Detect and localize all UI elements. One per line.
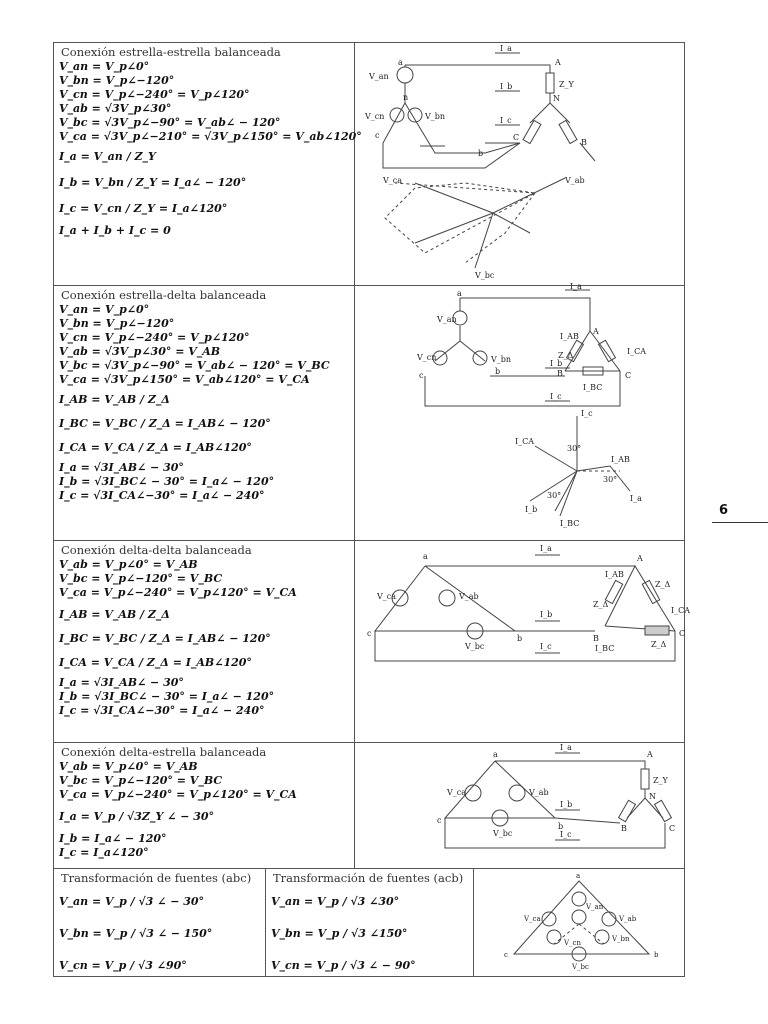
current-label-ia: I_a — [500, 44, 512, 53]
source-label-van: V_an — [437, 315, 457, 324]
current-label-ic: I_c — [540, 642, 552, 651]
equation: I_b = √3I_BC∠ − 30° = I_a∠ − 120° — [59, 475, 275, 488]
node-label-c: c — [419, 371, 424, 380]
equation: I_a = V_p / √3Z_Y ∠ − 30° — [59, 810, 215, 823]
equation: V_ca = √3V_p∠−210° = √3V_p∠150° = V_ab∠120° — [59, 130, 362, 143]
phasor-label-iab: I_AB — [611, 455, 630, 464]
equation: I_c = I_a∠120° — [59, 846, 149, 859]
section-delta-delta — [54, 541, 691, 743]
node-label-A: A — [647, 750, 653, 759]
section-star-star-diagram — [355, 43, 684, 285]
node-label-A: A — [555, 58, 561, 67]
equation: I_c = √3I_CA∠−30° = I_a∠ − 240° — [59, 704, 265, 717]
impedance-label: Z_Y — [559, 80, 574, 89]
phasor-label-ibc: I_BC — [560, 519, 580, 528]
section-title: Transformación de fuentes (acb) — [273, 871, 464, 885]
equation: V_bn = V_p / √3 ∠150° — [271, 927, 408, 940]
impedance-label: Z_Δ — [593, 600, 609, 609]
equation: V_an = V_p / √3 ∠30° — [271, 895, 400, 908]
source-label-vbc: V_bc — [465, 642, 485, 651]
node-label-A: A — [593, 327, 599, 336]
source-label-vcn: V_cn — [417, 353, 437, 362]
equation: I_CA = V_CA / Z_Δ = I_AB∠120° — [59, 441, 252, 454]
current-label-ib: I_b — [500, 82, 513, 91]
equation: V_bc = V_p∠−120° = V_BC — [59, 774, 223, 787]
current-label-ic: I_c — [560, 830, 572, 839]
impedance-label: Z_Δ — [655, 580, 671, 589]
source-label-vca: V_ca — [377, 592, 397, 601]
node-label-b: b — [478, 149, 484, 158]
transform-diagram-cell — [474, 869, 684, 976]
source-label-van: V_an — [369, 72, 389, 81]
equation: V_an = V_p / √3 ∠ − 30° — [59, 895, 205, 908]
equation: I_a = √3I_AB∠ − 30° — [59, 461, 184, 474]
equation: V_bn = V_p∠−120° — [59, 317, 175, 330]
section-star-delta-diagram — [355, 282, 684, 540]
node-label-N: N — [553, 94, 560, 103]
current-label-ib: I_b — [540, 610, 553, 619]
equation: I_AB = V_AB / Z_Δ — [59, 608, 170, 621]
source-transformation-diagram — [474, 869, 684, 976]
current-label-ica: I_CA — [627, 347, 647, 356]
equation: I_a = V_an / Z_Y — [59, 150, 156, 163]
source-label-vbc: V_bc — [572, 963, 589, 971]
equation: I_AB = V_AB / Z_Δ — [59, 393, 170, 406]
current-label-ia: I_a — [560, 743, 572, 752]
section-delta-delta-diagram — [355, 541, 691, 742]
section-title: Conexión delta-estrella balanceada — [61, 745, 267, 759]
section-star-star-formulas — [54, 43, 362, 285]
section-delta-star-formulas — [54, 743, 355, 868]
node-label-a: a — [493, 750, 498, 759]
current-label-ic: I_c — [550, 392, 562, 401]
equation: V_bn = V_p / √3 ∠ − 150° — [59, 927, 213, 940]
section-title: Conexión delta-delta balanceada — [61, 543, 252, 557]
section-delta-delta-formulas — [54, 541, 355, 742]
current-label-ia: I_a — [570, 282, 582, 291]
equation: V_an = V_p∠0° — [59, 60, 150, 73]
current-label-ib: I_b — [550, 359, 563, 368]
current-label-iab: I_AB — [560, 332, 579, 341]
phasor-label-vca: V_ca — [383, 176, 403, 185]
node-label-B: B — [621, 824, 627, 833]
section-star-delta-formulas — [54, 286, 355, 540]
current-label-ibc: I_BC — [595, 644, 615, 653]
equation: V_cn = V_p∠−240° = V_p∠120° — [59, 331, 250, 344]
node-label-a: a — [576, 872, 581, 880]
delta-star-circuit-diagram — [355, 743, 684, 869]
equation: I_c = V_cn / Z_Y = I_a∠120° — [59, 202, 228, 215]
equation: V_bc = √3V_p∠−90° = V_ab∠ − 120° — [59, 116, 281, 129]
phasor-label-vbc: V_bc — [475, 271, 495, 280]
equation: I_a + I_b + I_c = 0 — [59, 224, 171, 237]
formula-sheet — [53, 42, 691, 977]
source-label-vbn: V_bn — [425, 112, 446, 121]
delta-delta-circuit-diagram — [355, 541, 691, 743]
source-label-vca: V_ca — [447, 788, 467, 797]
phasor-label-ib: I_b — [525, 505, 538, 514]
source-label-vab: V_ab — [529, 788, 549, 797]
phasor-label-ia: I_a — [630, 494, 642, 503]
equation: I_b = I_a∠ − 120° — [59, 832, 167, 845]
source-label-vab: V_ab — [619, 915, 637, 923]
current-label-ic: I_c — [500, 116, 512, 125]
current-label-ica: I_CA — [671, 606, 691, 615]
section-delta-star — [54, 743, 684, 869]
equation: I_a = √3I_AB∠ − 30° — [59, 676, 184, 689]
equation: V_ab = V_p∠0° = V_AB — [59, 760, 198, 773]
node-label-C: C — [679, 629, 686, 638]
equation: V_ca = V_p∠−240° = V_p∠120° = V_CA — [59, 586, 297, 599]
transform-abc-cell — [54, 869, 266, 976]
star-star-circuit-diagram — [355, 43, 684, 286]
equation: V_an = V_p∠0° — [59, 303, 150, 316]
node-label-C: C — [625, 371, 632, 380]
equation: V_cn = V_p / √3 ∠ − 90° — [271, 959, 416, 972]
source-label-vab: V_ab — [459, 592, 479, 601]
page-number: 6 — [719, 503, 729, 518]
equation: I_c = √3I_CA∠−30° = I_a∠ − 240° — [59, 489, 265, 502]
source-label-vbc: V_bc — [493, 829, 513, 838]
section-source-transformation — [54, 869, 684, 976]
transform-acb-cell — [266, 869, 474, 976]
node-label-b: b — [495, 367, 501, 376]
node-label-a: a — [457, 289, 462, 298]
node-label-b: b — [654, 951, 659, 959]
equation: V_bc = √3V_p∠−90° = V_ab∠ − 120° = V_BC — [59, 359, 330, 372]
phasor-label-vab: V_ab — [565, 176, 585, 185]
source-label-vca: V_ca — [524, 915, 541, 923]
angle-label: 30° — [567, 444, 582, 453]
node-label-b: b — [517, 634, 523, 643]
source-label-vbn: V_bn — [612, 935, 630, 943]
current-label-ibc: I_BC — [583, 383, 603, 392]
node-label-B: B — [593, 634, 599, 643]
equation: I_BC = V_BC / Z_Δ = I_AB∠ − 120° — [59, 632, 271, 645]
equation: V_cn = V_p / √3 ∠90° — [59, 959, 187, 972]
phasor-label-ica: I_CA — [515, 437, 535, 446]
phasor-label-ic: I_c — [581, 409, 593, 418]
node-label-c: c — [367, 629, 372, 638]
node-label-c: c — [504, 951, 508, 959]
equation: V_ab = √3V_p∠30° — [59, 102, 172, 115]
equation: I_b = V_bn / Z_Y = I_a∠ − 120° — [59, 176, 247, 189]
impedance-label: Z_Δ — [558, 351, 574, 360]
node-label-A: A — [637, 554, 643, 563]
angle-label: 30° — [603, 475, 618, 484]
impedance-label: Z_Y — [653, 776, 668, 785]
node-label-c: c — [437, 816, 442, 825]
source-label-van: V_an — [586, 903, 604, 911]
source-label-vcn: V_cn — [365, 112, 385, 121]
node-label-a: a — [398, 58, 403, 67]
equation: I_b = √3I_BC∠ − 30° = I_a∠ − 120° — [59, 690, 275, 703]
node-label-B: B — [557, 369, 563, 378]
current-label-ia: I_a — [540, 544, 552, 553]
equation: V_ca = √3V_p∠150° = V_ab∠120° = V_CA — [59, 373, 310, 386]
section-star-star — [54, 43, 684, 286]
node-label-C: C — [669, 824, 676, 833]
current-label-iab: I_AB — [605, 570, 624, 579]
node-label-b: b — [558, 822, 564, 831]
equation: V_bn = V_p∠−120° — [59, 74, 175, 87]
impedance-label: Z_Δ — [651, 640, 667, 649]
current-label-ib: I_b — [560, 800, 573, 809]
section-delta-star-diagram — [355, 743, 684, 868]
equation: V_ab = √3V_p∠30° = V_AB — [59, 345, 221, 358]
source-label-vbn: V_bn — [491, 355, 512, 364]
equation: V_cn = V_p∠−240° = V_p∠120° — [59, 88, 250, 101]
node-label-B: B — [581, 138, 587, 147]
angle-label: 30° — [547, 491, 562, 500]
page-number-rule — [712, 522, 768, 523]
source-label-vcn: V_cn — [564, 939, 581, 947]
section-star-delta — [54, 282, 684, 541]
section-title: Transformación de fuentes (abc) — [61, 871, 252, 885]
star-delta-circuit-diagram — [355, 282, 684, 541]
node-label-N: N — [649, 792, 656, 801]
section-title: Conexión estrella-delta balanceada — [61, 288, 267, 302]
equation: V_ca = V_p∠−240° = V_p∠120° = V_CA — [59, 788, 297, 801]
node-label-C: C — [513, 133, 520, 142]
section-title: Conexión estrella-estrella balanceada — [61, 45, 281, 59]
equation: I_CA = V_CA / Z_Δ = I_AB∠120° — [59, 656, 252, 669]
equation: V_ab = V_p∠0° = V_AB — [59, 558, 198, 571]
node-label-c: c — [375, 131, 380, 140]
node-label-n: n — [403, 93, 409, 102]
node-label-a: a — [423, 552, 428, 561]
equation: V_bc = V_p∠−120° = V_BC — [59, 572, 223, 585]
equation: I_BC = V_BC / Z_Δ = I_AB∠ − 120° — [59, 417, 271, 430]
